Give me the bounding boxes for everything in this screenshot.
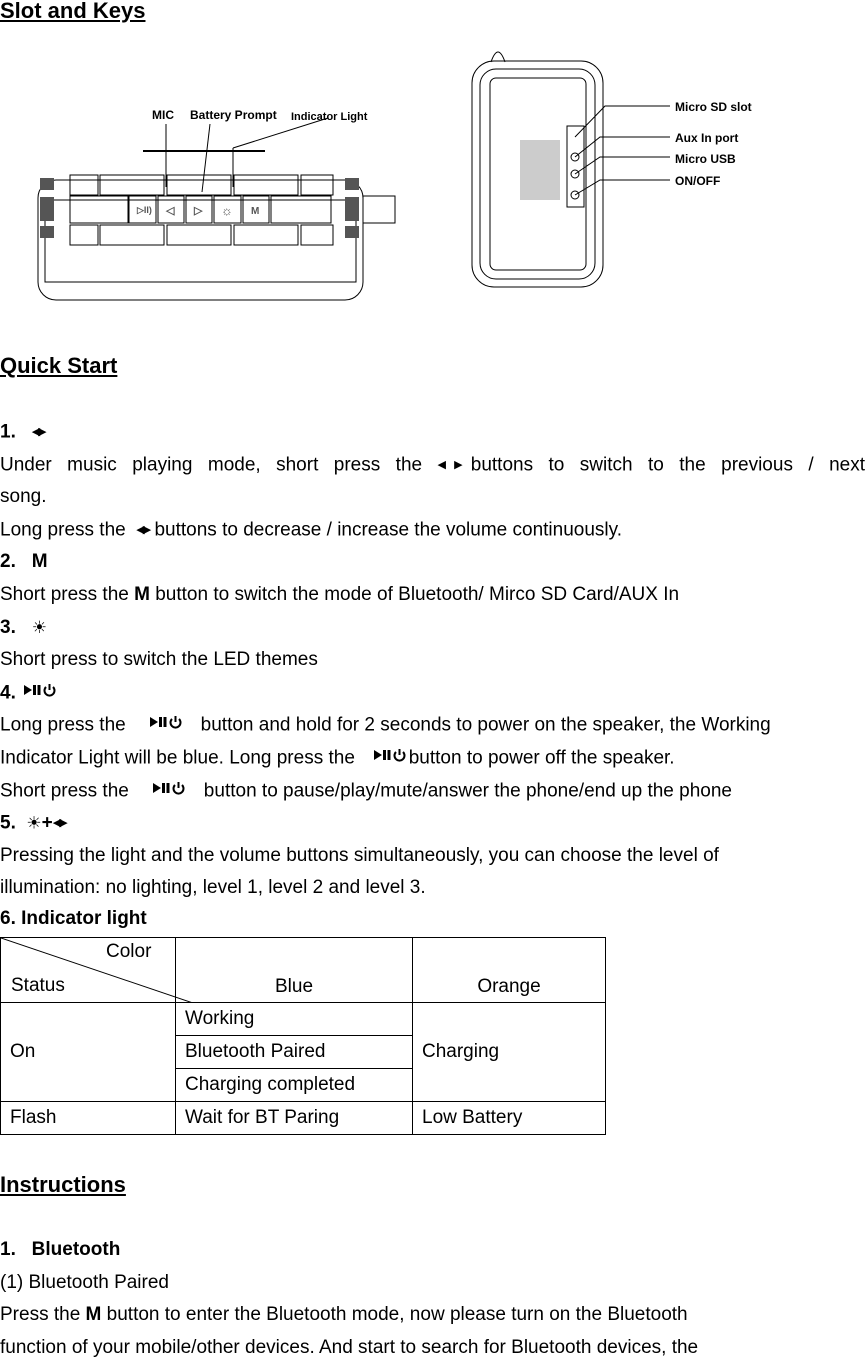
text: Short press the (0, 779, 135, 801)
corner-header (1, 938, 176, 1003)
prev-next-arrows-icon: ◀▶ (136, 523, 150, 536)
text: Indicator Light will be blue. Long press the (0, 747, 361, 769)
item-title: 6. Indicator light (0, 907, 147, 929)
text: song. (0, 486, 47, 508)
svg-text:▷: ▷ (194, 205, 203, 217)
text: Short press the (0, 583, 135, 605)
label-indicator-light: Indicator Light (291, 111, 368, 123)
item-title: M (31, 551, 48, 573)
text: buttons to switch to the previous / next (470, 453, 865, 475)
text: M (134, 583, 150, 605)
heading-slot-and-keys: Slot and Keys (0, 0, 146, 23)
label-aux-in-port: Aux In port (675, 131, 739, 145)
quick-start-list (0, 416, 865, 933)
instructions-body (0, 1234, 865, 1360)
sun-icon: ☀ (26, 813, 42, 833)
text: Long press the (0, 519, 131, 541)
cell: Bluetooth Paired (176, 1036, 413, 1069)
label-battery-prompt: Battery Prompt (190, 108, 277, 122)
text: Press the (0, 1304, 86, 1326)
play-pause-power-icon (21, 677, 59, 710)
label-micro-usb: Micro USB (675, 152, 736, 166)
heading-quick-start: Quick Start (0, 353, 118, 378)
cell: Charging (413, 1003, 606, 1102)
sun-icon: ☀ (31, 617, 47, 637)
label-mic: MIC (152, 108, 174, 122)
cell: Working (176, 1003, 413, 1036)
text: button to enter the Bluetooth mode, now please turn on the Bluetooth (101, 1304, 688, 1326)
text: Long press the (0, 714, 131, 736)
play-pause-power-icon (147, 709, 185, 742)
status-flash: Flash (1, 1102, 176, 1135)
text: Under music playing mode, short press the (0, 453, 438, 475)
text: button and hold for 2 seconds to power on the speaker, the Working (195, 714, 771, 736)
item-number: 5. (0, 812, 16, 834)
text: function of your mobile/other devices. And start to search for Bluetooth devices, the (0, 1336, 699, 1358)
text: button to power off the speaker. (408, 747, 675, 769)
cell: Wait for BT Paring (176, 1102, 413, 1135)
prev-next-arrows-icon: ◀▶ (52, 817, 66, 830)
text: Pressing the light and the volume buttons simultaneously, you can choose the level of (0, 844, 719, 866)
item-number: 3. (0, 616, 16, 638)
header-orange: Orange (413, 938, 606, 1003)
text: (1) Bluetooth Paired (0, 1271, 169, 1293)
label-micro-sd-slot: Micro SD slot (675, 100, 752, 114)
svg-text:▷II): ▷II) (137, 205, 152, 215)
text: illumination: no lighting, level 1, level 2 and level 3. (0, 877, 426, 899)
header-color: Color (106, 941, 152, 962)
svg-text:◁: ◁ (166, 205, 175, 217)
heading-instructions: Instructions (0, 1172, 126, 1197)
svg-text:☼: ☼ (221, 203, 233, 218)
status-on: On (1, 1003, 176, 1102)
speaker-front-view (38, 108, 395, 300)
text: M (85, 1304, 102, 1326)
prev-next-arrows-icon: ◀▶ (437, 458, 471, 471)
cell: Low Battery (413, 1102, 606, 1135)
label-on-off: ON/OFF (675, 174, 721, 188)
m-key-label: M (251, 206, 260, 217)
prev-next-arrows-icon: ◀▶ (31, 426, 45, 438)
bluetooth-title: 1. Bluetooth (0, 1239, 121, 1260)
speaker-diagram (0, 30, 865, 305)
plus-sign: + (41, 812, 53, 834)
header-status: Status (11, 975, 65, 996)
item-number: 2. (0, 551, 16, 573)
text: button to pause/play/mute/answer the phone/end up the phone (198, 779, 732, 801)
text: Short press to switch the LED themes (0, 649, 318, 671)
speaker-side-view (472, 52, 752, 287)
item-number: 4. (0, 682, 16, 704)
indicator-table (0, 937, 606, 1135)
play-pause-power-icon (150, 775, 188, 808)
text: button to switch the mode of Bluetooth/ Mirco SD Card/AUX In (149, 583, 680, 605)
text: buttons to decrease / increase the volume continuously. (149, 519, 622, 541)
item-number: 1. (0, 421, 16, 443)
header-blue: Blue (176, 938, 413, 1003)
cell: Charging completed (176, 1069, 413, 1102)
play-pause-power-icon (371, 742, 409, 775)
